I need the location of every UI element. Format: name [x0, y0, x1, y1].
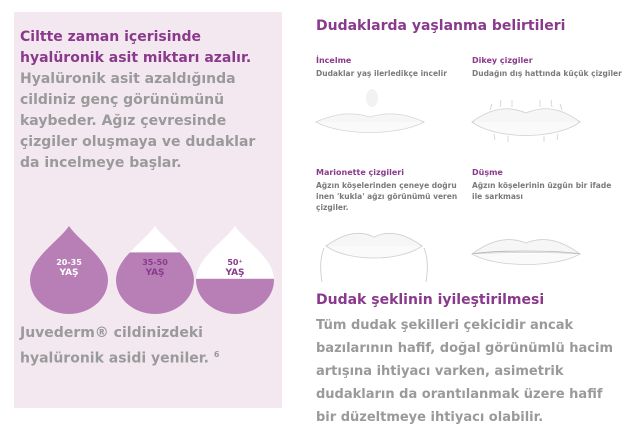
drop-age-2: 35-50	[142, 258, 168, 267]
signs-title: Dudaklarda yaşlanma belirtileri	[316, 18, 566, 34]
drop-unit-2: YAŞ	[145, 268, 165, 278]
drop-age-1: 20-35	[56, 258, 82, 267]
sign-title-drooping: Düşme	[472, 168, 503, 177]
age-drops	[18, 224, 280, 314]
sign-desc-marionette: Ağzın köşelerinden çeneye doğru inen 'kukla' ağzı görünümü veren çizgiler.	[316, 181, 458, 212]
sign-drooping	[472, 167, 622, 202]
sign-thinning	[316, 55, 466, 79]
drop-unit-1: YAŞ	[59, 268, 79, 278]
drop-label-2	[130, 258, 180, 278]
panel-body-text: Hyalüronik asit azaldığında cildiniz genç görünümünü kaybeder. Ağız çevresinde çizgiler oluşmaya ve dudaklar da incelmeye başlar.	[20, 71, 256, 171]
sign-desc-drooping: Ağzın köşelerinin üzgün bir ifade ile sarkması	[472, 181, 612, 201]
sign-title-thinning: İncelme	[316, 56, 352, 65]
footnote-ref: 6	[213, 350, 220, 359]
lips-vertical-lines-illustration	[468, 86, 584, 146]
sign-title-marionette: Marionette çizgileri	[316, 168, 404, 177]
sign-title-vertical-lines: Dikey çizgiler	[472, 56, 533, 65]
drop-age-3: 50⁺	[227, 258, 243, 267]
lip-shape-title: Dudak şeklinin iyileştirilmesi	[316, 292, 545, 308]
drop-label-3	[210, 258, 260, 278]
lips-marionette-illustration	[312, 222, 436, 288]
drop-unit-3: YAŞ	[225, 268, 245, 278]
lips-thin-illustration	[312, 86, 428, 146]
sign-vertical-lines	[472, 55, 622, 79]
drop-label-1	[44, 258, 94, 278]
juvederm-note-text: Juvederm® cildinizdeki hyalüronik asidi yeniler.	[20, 325, 209, 367]
sign-desc-thinning: Dudaklar yaş ilerledikçe incelir	[316, 69, 447, 78]
lips-drooping-illustration	[468, 222, 584, 282]
juvederm-note	[20, 322, 270, 370]
panel-heading: Ciltte zaman içerisinde hyalüronik asit miktarı azalır.	[20, 29, 252, 66]
sign-marionette	[316, 167, 466, 213]
lip-shape-body: Tüm dudak şekilleri çekicidir ancak bazılarının hafif, doğal görünümlü hacim artışına ihtiyacı varken, asimetrik dudakların da orantılanmak üzere hafif bir düzeltmeye ihtiyacı olabilir.	[316, 318, 613, 425]
sign-desc-vertical-lines: Dudağın dış hattında küçük çizgiler	[472, 69, 622, 78]
